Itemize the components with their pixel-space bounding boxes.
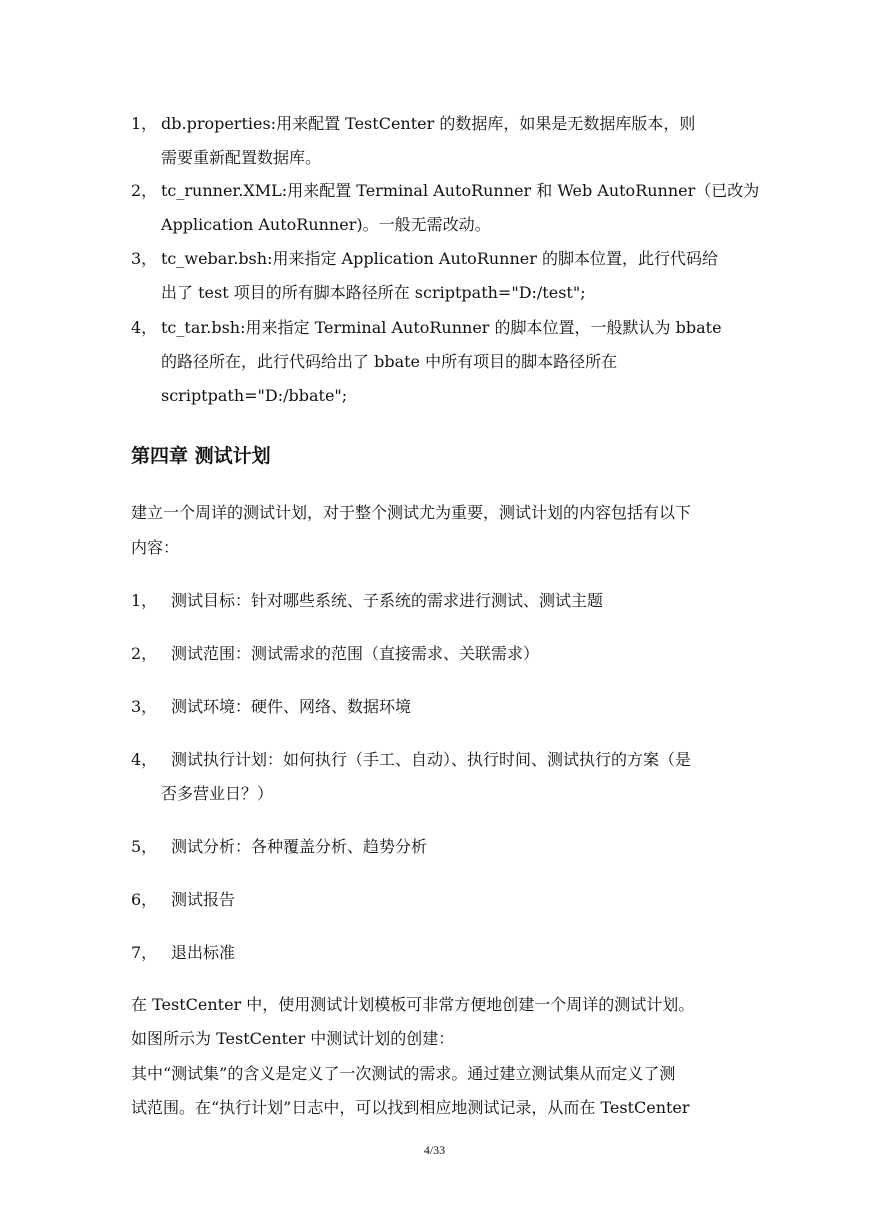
chapter-title: 第四章 测试计划: [131, 445, 271, 467]
list-item-text: 出了 test 项目的所有脚本路径所在 scriptpath="D:/test";: [161, 283, 586, 302]
list-item-text: 测试环境：硬件、网络、数据环境: [171, 697, 412, 716]
list-item-text: db.properties:用来配置 TestCenter 的数据库，如果是无数据库版本，则: [161, 114, 696, 133]
list-item-text: 测试目标：针对哪些系统、子系统的需求进行测试、测试主题: [171, 591, 604, 610]
list-number: 1，: [131, 591, 158, 610]
list-number: 3，: [131, 697, 158, 716]
paragraph-line: 其中“测试集”的含义是定义了一次测试的需求。通过建立测试集从而定义了测: [131, 1064, 676, 1083]
paragraph-line: 如图所示为 TestCenter 中测试计划的创建：: [131, 1029, 455, 1048]
paragraph-line: 内容：: [131, 538, 180, 557]
list-item-text: 测试报告: [171, 890, 236, 909]
list-item-text: 需要重新配置数据库。: [161, 148, 322, 167]
page-number: 4/33: [423, 1143, 446, 1157]
list-number: 7，: [131, 943, 158, 962]
list-item-text: tc_runner.XML:用来配置 Terminal AutoRunner 和 Web AutoRunner（已改为: [161, 181, 760, 200]
list-item-text: 测试范围：测试需求的范围（直接需求、关联需求）: [171, 644, 540, 663]
list-item-text: 退出标准: [171, 943, 236, 962]
list-number: 4，: [131, 750, 158, 769]
list-number: 5，: [131, 837, 158, 856]
list-item-text: 否多营业日？）: [161, 784, 274, 803]
list-number: 4，: [131, 318, 158, 337]
list-number: 1，: [131, 114, 158, 133]
list-number: 3，: [131, 249, 158, 268]
list-number: 6，: [131, 890, 158, 909]
list-number: 2，: [131, 644, 158, 663]
paragraph-line: 试范围。在“执行计划”日志中，可以找到相应地测试记录，从而在 TestCenter: [131, 1098, 690, 1117]
list-item-text: 测试分析：各种覆盖分析、趋势分析: [171, 837, 428, 856]
list-item-text: scriptpath="D:/bbate";: [161, 386, 348, 405]
list-number: 2，: [131, 181, 158, 200]
list-item-text: Application AutoRunner)。一般无需改动。: [161, 215, 491, 234]
paragraph-line: 建立一个周详的测试计划，对于整个测试尤为重要，测试计划的内容包括有以下: [131, 503, 692, 522]
list-item-text: tc_webar.bsh:用来指定 Application AutoRunner 的脚本位置，此行代码给: [161, 249, 718, 268]
paragraph-line: 在 TestCenter 中，使用测试计划模板可非常方便地创建一个周详的测试计划。: [131, 995, 695, 1014]
list-item-text: 的路径所在，此行代码给出了 bbate 中所有项目的脚本路径所在: [161, 352, 618, 371]
list-item-text: tc_tar.bsh:用来指定 Terminal AutoRunner 的脚本位置，一般默认为 bbate: [161, 318, 722, 337]
list-item-text: 测试执行计划：如何执行（手工、自动）、执行时间、测试执行的方案（是: [171, 750, 692, 769]
